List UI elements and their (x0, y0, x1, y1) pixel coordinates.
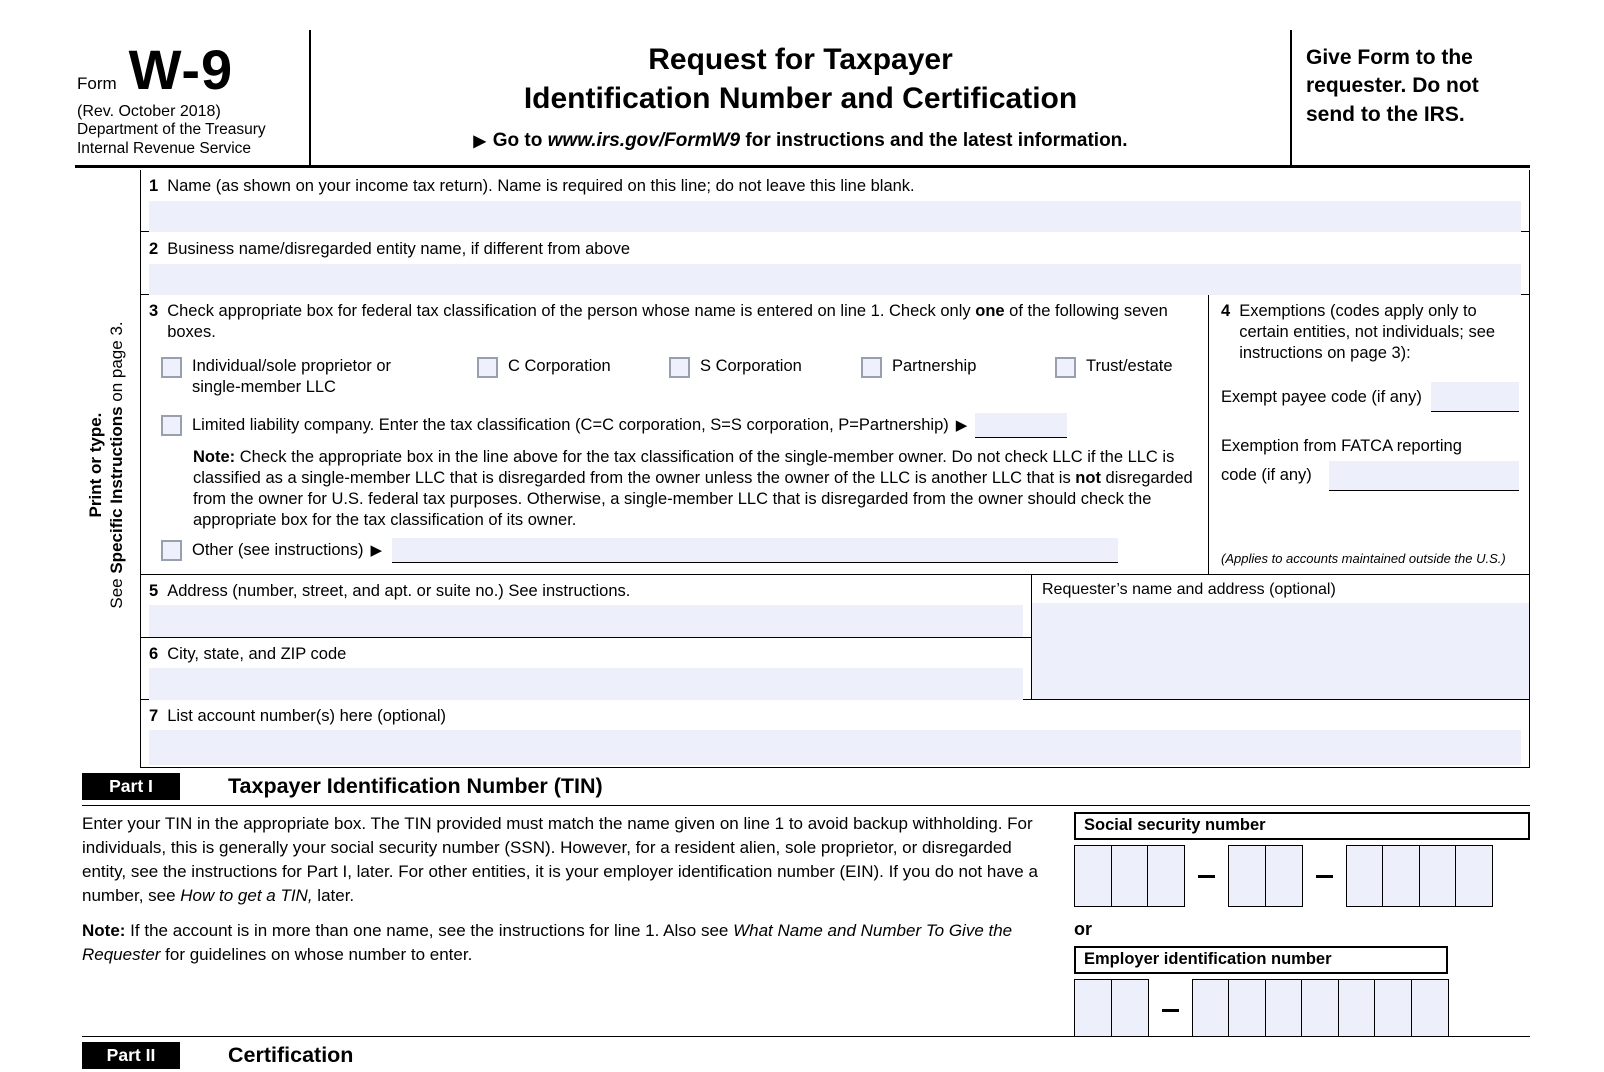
exempt-payee-row (1221, 382, 1519, 412)
address-input[interactable] (149, 605, 1023, 637)
goto-text-suffix: for instructions and the latest information. (740, 130, 1128, 151)
form-title-line2: Identification Number and Certification (523, 82, 1078, 115)
form-header (75, 30, 1530, 168)
llc-pointer-arrow-icon: ▶ (955, 417, 968, 435)
trust-estate-checkbox[interactable] (1055, 357, 1076, 378)
ein-digit-cell[interactable] (1374, 979, 1412, 1041)
ssn-digit-cell[interactable] (1455, 845, 1493, 907)
line1-name-row (141, 170, 1529, 232)
ssn-dash-separator (1198, 875, 1215, 878)
fatca-label-line1: Exemption from FATCA reporting (1221, 437, 1462, 456)
classification-and-exemptions-row (141, 295, 1529, 575)
form-title-block (311, 30, 1292, 165)
ssn-digit-cell[interactable] (1228, 845, 1266, 907)
line4-exemptions-section (1208, 295, 1529, 574)
part2-header (82, 1036, 1530, 1072)
llc-classification-row (149, 413, 1198, 438)
part1-header (82, 773, 1530, 806)
classification-checkbox-row (149, 356, 1198, 398)
city-state-zip-input[interactable] (149, 668, 1023, 700)
ein-digit-cell[interactable] (1265, 979, 1303, 1041)
form-revision: (Rev. October 2018) (77, 103, 221, 120)
irs-url[interactable]: www.irs.gov/FormW9 (547, 130, 741, 151)
fatca-label-line2: code (if any) (1221, 466, 1312, 485)
line6-city-state-zip-row (141, 638, 1031, 699)
ein-dash-separator (1162, 1009, 1179, 1012)
line5-label: 5 Address (number, street, and apt. or suite no.) See instructions. (149, 582, 631, 600)
part1-instructions (82, 812, 1060, 1041)
requester-name-address-input[interactable] (1032, 603, 1529, 699)
other-label: Other (see instructions) (192, 540, 364, 559)
llc-note: Note: Check the appropriate box in the line above for the tax classification of the single-member owner. Do not check LLC if the LLC is classified as a single-member LLC that is disregarded from the owner unless the owner of the LLC is another LLC that is not disregarded from the owner for U.S. federal tax purposes. Otherwise, a single-member LLC that is disregarded from the owner should check the appropriate box for the tax classification of its owner. (193, 447, 1193, 529)
goto-text: Go to (492, 130, 548, 151)
part1-paragraph2: Note: If the account is in more than one name, see the instructions for line 1. Also see What Name and Number To Give the Requester for guidelines on whose number to enter. (82, 920, 1013, 964)
individual-checkbox[interactable] (161, 357, 182, 378)
ein-digit-cell[interactable] (1074, 979, 1112, 1041)
ein-digit-cell[interactable] (1411, 979, 1449, 1041)
exempt-payee-code-input[interactable] (1431, 382, 1519, 412)
s-corporation-checkbox[interactable] (669, 357, 690, 378)
business-name-input[interactable] (149, 264, 1521, 295)
see-instructions-label: See Specific Instructions on page 3. (107, 321, 127, 609)
classification-option-trust-estate[interactable]: Trust/estate (1055, 356, 1173, 398)
classification-option-s-corporation[interactable]: S Corporation (669, 356, 861, 398)
c-corporation-checkbox[interactable] (477, 357, 498, 378)
classification-option-individual[interactable]: Individual/sole proprietor or single-member LLC (161, 356, 477, 398)
ssn-digit-cell[interactable] (1074, 845, 1112, 907)
left-margin-instructions (85, 290, 128, 640)
department-line2: Internal Revenue Service (77, 139, 252, 157)
name-input[interactable] (149, 201, 1521, 232)
address-and-requester-row (141, 575, 1529, 700)
tin-entry-column (1074, 812, 1530, 1041)
llc-classification-input[interactable] (975, 413, 1067, 438)
fatca-exemption-block (1221, 436, 1519, 490)
give-form-notice: Give Form to the requester. Do not send to the IRS. (1306, 46, 1479, 126)
department-line1: Department of the Treasury (77, 121, 266, 138)
classification-option-partnership[interactable]: Partnership (861, 356, 1055, 398)
ssn-digit-cell[interactable] (1265, 845, 1303, 907)
pointer-arrow-icon: ▶ (473, 133, 486, 150)
ein-label-box: Employer identification number (1074, 946, 1448, 974)
other-pointer-arrow-icon: ▶ (370, 542, 383, 560)
line3-label: 3 Check appropriate box for federal tax classification of the person whose name is entered on line 1. Check only one of the following seven boxes. (149, 302, 1168, 342)
line6-label: 6 City, state, and ZIP code (149, 645, 347, 663)
address-column (141, 575, 1031, 699)
requester-box (1031, 575, 1529, 699)
ssn-label-box: Social security number (1074, 812, 1530, 840)
fatca-code-input[interactable] (1329, 461, 1519, 491)
classification-option-c-corporation[interactable]: C Corporation (477, 356, 669, 398)
ssn-digit-cell[interactable] (1346, 845, 1384, 907)
ein-digit-cell[interactable] (1228, 979, 1266, 1041)
part1-badge: Part I (82, 773, 180, 800)
or-label: or (1074, 919, 1092, 939)
ein-digit-boxes (1074, 979, 1530, 1041)
line3-classification-section (141, 295, 1208, 574)
form-number: W-9 (128, 38, 234, 101)
part1-body (82, 812, 1530, 1041)
line2-label: 2 Business name/disregarded entity name, if different from above (149, 240, 631, 258)
ssn-digit-cell[interactable] (1419, 845, 1457, 907)
line7-account-numbers-row (141, 700, 1529, 767)
ssn-digit-cell[interactable] (1382, 845, 1420, 907)
ein-digit-cell[interactable] (1192, 979, 1230, 1041)
llc-checkbox[interactable] (161, 415, 182, 436)
print-or-type-label: Print or type. (86, 412, 105, 518)
fatca-footnote: (Applies to accounts maintained outside the U.S.) (1221, 551, 1506, 567)
line7-label: 7 List account number(s) here (optional) (149, 707, 446, 725)
line2-business-name-row (141, 232, 1529, 295)
part2-badge: Part II (82, 1042, 180, 1069)
ssn-dash-separator (1316, 875, 1333, 878)
line1-label: 1 Name (as shown on your income tax return). Name is required on this line; do not leave this line blank. (149, 177, 915, 195)
ssn-digit-cell[interactable] (1147, 845, 1185, 907)
ein-digit-cell[interactable] (1338, 979, 1376, 1041)
form-title-line1: Request for Taxpayer (648, 43, 953, 76)
account-numbers-input[interactable] (149, 730, 1521, 765)
ein-digit-cell[interactable] (1111, 979, 1149, 1041)
part1-title: Taxpayer Identification Number (TIN) (228, 774, 603, 798)
part2-title: Certification (228, 1043, 354, 1067)
requester-label: Requester’s name and address (optional) (1042, 581, 1336, 598)
form-fields-box (140, 170, 1530, 768)
form-word: Form (77, 74, 117, 93)
instructions-link-line (311, 130, 1290, 152)
ein-digit-cell[interactable] (1301, 979, 1339, 1041)
other-classification-input[interactable] (392, 538, 1118, 563)
part1-paragraph1: Enter your TIN in the appropriate box. The TIN provided must match the name given on line 1 to avoid backup withholding. For individuals, this is generally your social security number (SSN). However, for a resident alien, sole proprietor, or disregarded entity, see the instructions for Part I, later. For other entities, it is your employer identification number (EIN). If you do not have a number, see How to get a TIN, later. (82, 814, 1038, 905)
ssn-digit-cell[interactable] (1111, 845, 1149, 907)
form-identity-block (75, 30, 311, 165)
llc-label: Limited liability company. Enter the tax classification (C=C corporation, S=S corporation, P=Partnership) (192, 415, 949, 434)
line4-label: 4 Exemptions (codes apply only to certain entities, not individuals; see instructions on page 3): (1221, 302, 1496, 363)
partnership-checkbox[interactable] (861, 357, 882, 378)
line5-address-row (141, 575, 1031, 638)
other-classification-row (149, 538, 1198, 563)
ssn-digit-boxes (1074, 845, 1530, 907)
other-checkbox[interactable] (161, 540, 182, 561)
exempt-payee-label: Exempt payee code (if any) (1221, 387, 1422, 406)
